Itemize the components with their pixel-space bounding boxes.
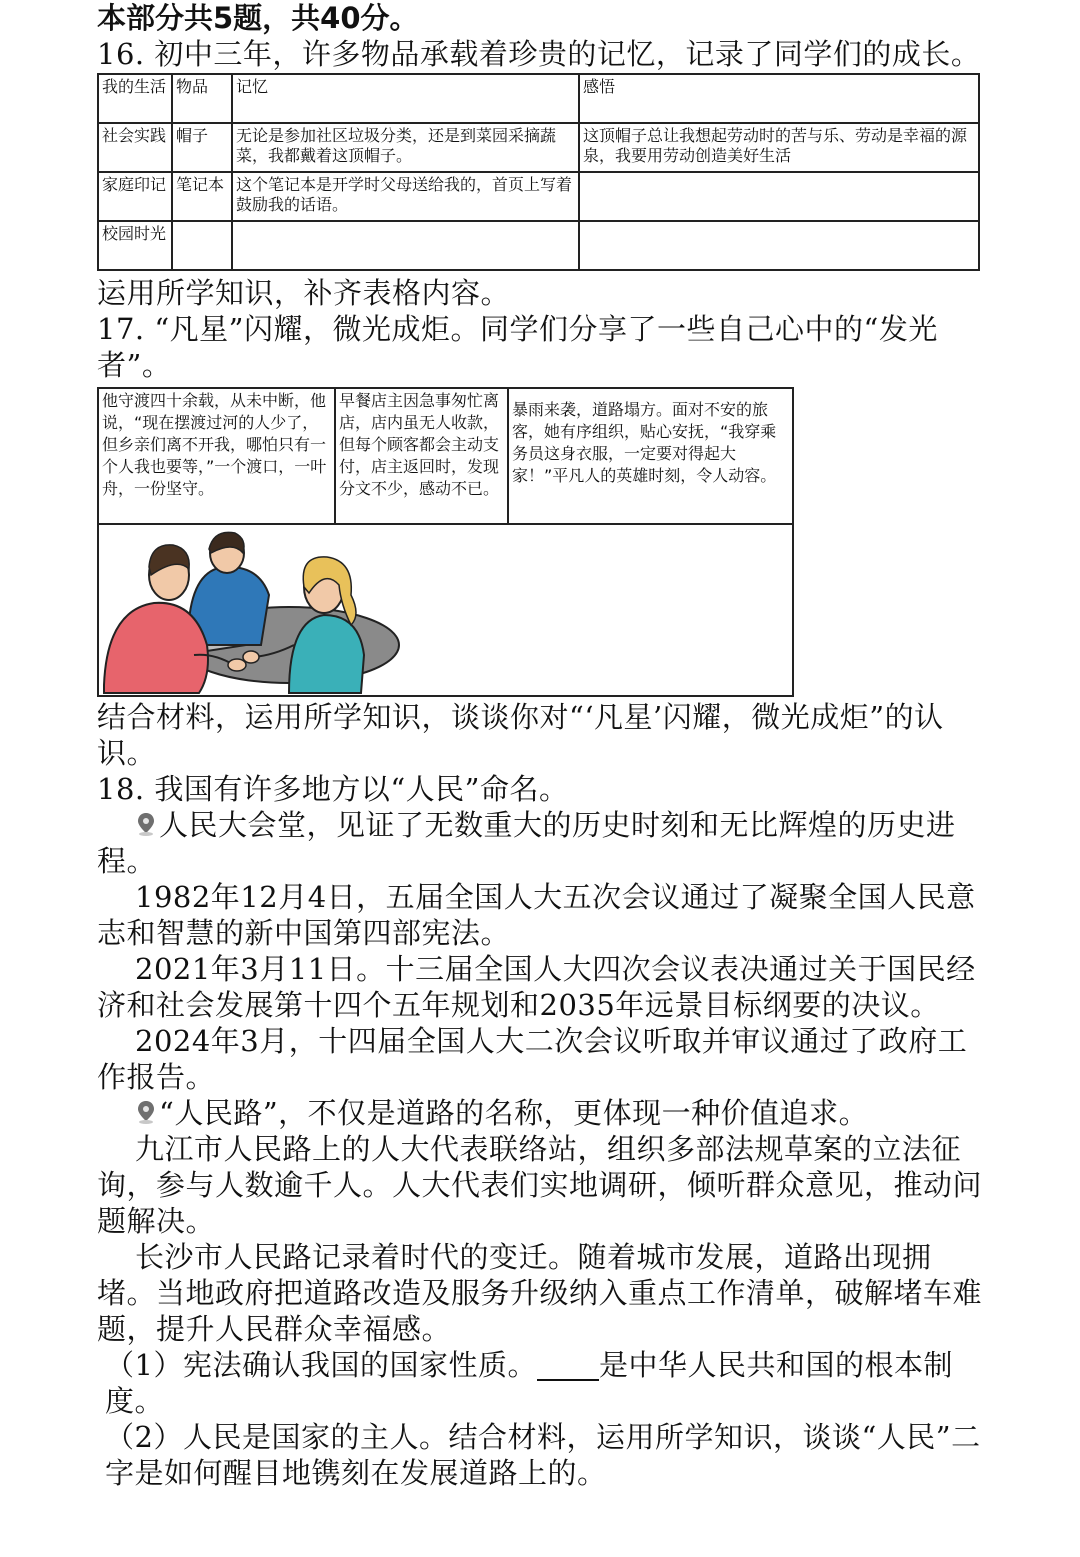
table-cell: 社会实践 <box>98 123 172 172</box>
q18-p5: “人民路”，不仅是道路的名称，更体现一种价值追求。 <box>159 1096 869 1130</box>
q18-intro: 18. 我国有许多地方以“人民”命名。 <box>97 772 569 806</box>
discussion-illustration <box>99 525 792 695</box>
table-row <box>98 221 979 270</box>
materials-row <box>99 389 792 525</box>
q18-p7: 长沙市人民路记录着时代的变迁。随着城市发展，道路出现拥堵。当地政府把道路改造及服务升级纳入重点工作清单，破解堵车难题，提升人民群众幸福感。 <box>97 1240 983 1346</box>
q18-p3: 2021年3月11日。十三届全国人大四次会议表决通过关于国民经济和社会发展第十四个五年规划和2035年远景目标纲要的决议。 <box>97 952 976 1022</box>
q17-materials-box <box>97 387 794 697</box>
table-cell: 帽子 <box>172 123 232 172</box>
q18-sub1 <box>97 1347 987 1419</box>
table-row <box>98 172 979 221</box>
table-header-row <box>98 74 979 123</box>
table-row <box>98 123 979 172</box>
material-ferryman: 他守渡四十余载，从未中断，他说，“现在摆渡过河的人少了，但乡亲们离不开我，哪怕只有一个人我也要等，”一个渡口，一叶舟，一份坚守。 <box>102 391 327 498</box>
table-cell: 这个笔记本是开学时父母送给我的，首页上写着鼓励我的话语。 <box>232 172 579 221</box>
answer-blank-cell[interactable] <box>172 221 232 270</box>
q17-task: 结合材料，运用所学知识，谈谈你对“‘凡星’闪耀，微光成炬”的认识。 <box>97 700 944 770</box>
header-cell: 物品 <box>172 74 232 123</box>
students-discussing-image <box>99 525 792 695</box>
table-cell: 家庭印记 <box>98 172 172 221</box>
q18-sub2: （2）人民是国家的主人。结合材料，运用所学知识，谈谈“人民”二字是如何醒目地镌刻在发展道路上的。 <box>105 1420 981 1490</box>
table-cell: 笔记本 <box>172 172 232 221</box>
q18-p6: 九江市人民路上的人大代表联络站，组织多部法规草案的立法征询，参与人数逾千人。人大代表们实地调研，倾听群众意见，推动问题解决。 <box>97 1132 983 1238</box>
header-cell: 感悟 <box>579 74 979 123</box>
answer-blank-cell[interactable] <box>232 221 579 270</box>
q18-paragraph <box>97 1095 987 1131</box>
exam-page <box>97 0 987 1491</box>
material-breakfast-shop: 早餐店主因急事匆忙离店，店内虽无人收款，但每个顾客都会主动支付，店主返回时，发现分文不少，感动不已。 <box>334 389 507 523</box>
q18-p1: 人民大会堂，见证了无数重大的历史时刻和无比辉煌的历史进程。 <box>97 808 956 878</box>
answer-blank-cell[interactable] <box>579 172 979 221</box>
location-pin-icon <box>135 811 157 837</box>
q18-p2: 1982年12月4日，五届全国人大五次会议通过了凝聚全国人民意志和智慧的新中国第四部宪法。 <box>97 880 976 950</box>
q16-task: 运用所学知识，补齐表格内容。 <box>97 276 511 310</box>
q16-table <box>97 73 980 271</box>
table-cell: 这顶帽子总让我想起劳动时的苦与乐、劳动是幸福的源泉，我要用劳动创造美好生活 <box>579 123 979 172</box>
material-train-attendant: 暴雨来袭，道路塌方。面对不安的旅客，她有序组织，贴心安抚，“我穿乘务员这身衣服，一定要对得起大家！”平凡人的英雄时刻，令人动容。 <box>507 389 792 523</box>
header-cell: 记忆 <box>232 74 579 123</box>
q18-sub1-prefix: （1）宪法确认我国的国家性质。 <box>105 1348 537 1382</box>
location-pin-icon <box>135 1099 157 1125</box>
table-cell: 校园时光 <box>98 221 172 270</box>
section-header: 本部分共5题，共40分。 <box>97 1 419 35</box>
q18-sub1-suffix: 是中华人民共和国的根本制度。 <box>105 1348 953 1418</box>
table-cell: 无论是参加社区垃圾分类，还是到菜园采摘蔬菜，我都戴着这顶帽子。 <box>232 123 579 172</box>
header-cell: 我的生活 <box>98 74 172 123</box>
answer-blank-cell[interactable] <box>579 221 979 270</box>
q16-intro: 16. 初中三年，许多物品承载着珍贵的记忆，记录了同学们的成长。 <box>97 37 981 71</box>
q18-paragraph <box>97 807 987 879</box>
q18-p4: 2024年3月，十四届全国人大二次会议听取并审议通过了政府工作报告。 <box>97 1024 968 1094</box>
fill-in-blank[interactable] <box>537 1353 599 1381</box>
q17-intro: 17. “凡星”闪耀，微光成炬。同学们分享了一些自己心中的“发光者”。 <box>97 312 938 382</box>
